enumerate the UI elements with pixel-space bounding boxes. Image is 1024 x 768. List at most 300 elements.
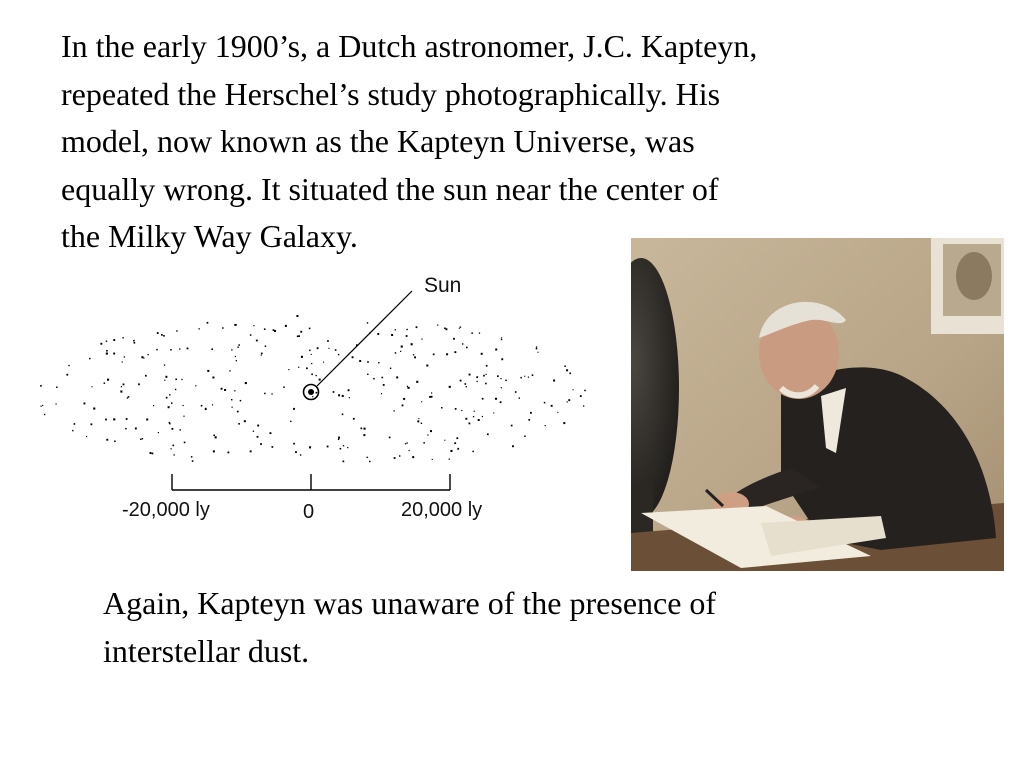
star-dot — [300, 454, 301, 455]
star-dot — [183, 416, 184, 417]
star-dot — [486, 374, 487, 375]
star-dot — [106, 439, 108, 441]
star-dot — [497, 375, 499, 377]
star-dot — [383, 384, 385, 386]
star-dot — [145, 375, 147, 377]
star-dot — [481, 353, 483, 355]
scale-label-center: 0 — [303, 501, 315, 523]
star-dot — [298, 335, 300, 337]
star-dot — [72, 430, 73, 431]
star-dot — [349, 397, 350, 398]
star-dot — [500, 378, 501, 379]
star-dot — [296, 315, 298, 317]
star-dot — [407, 386, 408, 387]
star-dot — [272, 446, 274, 448]
star-dot — [127, 397, 128, 398]
star-dot — [390, 368, 391, 369]
star-dot — [474, 411, 475, 412]
star-dot — [236, 360, 237, 361]
star-dot — [298, 367, 299, 368]
star-dot — [395, 352, 397, 354]
star-dot — [450, 450, 452, 452]
star-dot — [312, 396, 313, 397]
star-dot — [143, 358, 144, 359]
star-dot — [456, 437, 458, 439]
star-dot — [89, 358, 91, 360]
star-dot — [205, 408, 207, 410]
star-dot — [158, 432, 159, 433]
star-dot — [113, 339, 115, 341]
star-dot — [165, 376, 167, 378]
star-dot — [426, 365, 428, 367]
star-dot — [135, 428, 137, 430]
star-dot — [394, 457, 396, 459]
star-dot — [389, 437, 391, 439]
star-dot — [199, 328, 200, 329]
star-dot — [501, 339, 502, 340]
star-dot — [472, 451, 474, 453]
star-dot — [567, 401, 568, 402]
star-dot — [300, 331, 302, 333]
star-dot — [40, 385, 42, 387]
star-dot — [120, 391, 122, 393]
star-dot — [401, 346, 403, 348]
star-dot — [418, 418, 419, 419]
star-dot — [369, 461, 371, 463]
star-dot — [260, 443, 262, 445]
star-dot — [122, 361, 123, 362]
star-dot — [457, 448, 459, 450]
star-dot — [221, 388, 223, 390]
star-dot — [361, 428, 363, 430]
star-dot — [215, 436, 217, 438]
star-dot — [181, 379, 182, 380]
star-dot — [449, 459, 450, 460]
star-dot — [140, 439, 141, 440]
star-dot — [265, 346, 267, 348]
star-dot — [91, 386, 92, 387]
star-dot — [271, 393, 272, 394]
star-dot — [311, 354, 312, 355]
star-dot — [391, 334, 393, 336]
star-dot — [367, 374, 368, 375]
star-dot — [427, 435, 428, 436]
star-dot — [367, 457, 368, 458]
star-dot — [478, 419, 480, 421]
star-dot — [455, 408, 457, 410]
star-dot — [175, 389, 176, 390]
star-dot — [126, 418, 128, 420]
star-dot — [66, 374, 68, 376]
star-dot — [363, 434, 365, 436]
star-dot — [250, 450, 252, 452]
star-dot — [124, 356, 125, 357]
star-dot — [316, 392, 318, 394]
star-dot — [309, 350, 311, 352]
star-dot — [245, 382, 247, 384]
star-dot — [153, 405, 154, 406]
star-dot — [421, 339, 422, 340]
star-dot — [524, 436, 526, 438]
star-dot — [537, 352, 538, 353]
star-dot — [168, 406, 170, 408]
star-dot — [56, 403, 57, 404]
star-dot — [191, 456, 193, 458]
star-dot — [485, 383, 487, 385]
star-dot — [421, 423, 422, 424]
star-dot — [104, 382, 106, 384]
star-dot — [501, 387, 502, 388]
star-dot — [224, 389, 226, 391]
star-dot — [505, 380, 507, 382]
star-dot — [408, 387, 410, 389]
star-dot — [86, 436, 87, 437]
star-dot — [462, 343, 463, 344]
star-dot — [240, 400, 242, 402]
star-dot — [164, 365, 165, 366]
star-dot — [290, 421, 291, 422]
star-dot — [373, 378, 375, 380]
star-dot — [583, 405, 584, 406]
star-dot — [106, 350, 108, 352]
star-dot — [482, 416, 483, 417]
star-dot — [192, 460, 194, 462]
star-dot — [465, 383, 467, 385]
star-dot — [142, 438, 143, 439]
star-dot — [454, 351, 456, 353]
star-dot — [311, 374, 313, 376]
star-dot — [175, 379, 177, 381]
star-dot — [327, 340, 329, 342]
intro-paragraph: In the early 1900’s, a Dutch astronomer, J.C. Kapteyn, repeated the Herschel’s study photographically. His model, now known as the Kapteyn Universe, was equally wrong. It situated the sun near the center of the Milky Way Galaxy. — [61, 28, 758, 254]
star-dot — [460, 380, 462, 382]
star-dot — [288, 369, 289, 370]
star-dot — [495, 398, 497, 400]
star-dot — [238, 423, 240, 425]
star-dot — [133, 340, 135, 342]
star-dot — [338, 439, 339, 440]
star-dot — [394, 410, 395, 411]
star-dot — [257, 425, 259, 427]
star-dot — [122, 337, 123, 338]
star-dot — [212, 404, 213, 405]
scale-bar — [172, 474, 450, 490]
star-dot — [231, 349, 232, 350]
star-dot — [238, 344, 240, 346]
star-dot — [477, 381, 478, 382]
star-dot — [353, 418, 355, 420]
star-dot — [580, 395, 582, 397]
star-dot — [348, 389, 350, 391]
star-dot — [100, 343, 102, 345]
star-dot — [173, 445, 175, 447]
star-dot — [395, 329, 396, 330]
star-dot — [171, 448, 172, 449]
star-dot — [411, 343, 413, 345]
star-dot — [459, 328, 460, 329]
star-dot — [41, 406, 42, 407]
star-dot — [231, 399, 232, 400]
star-dot — [364, 428, 366, 430]
star-dot — [213, 435, 215, 437]
star-dot — [311, 363, 312, 364]
star-dot — [84, 403, 86, 405]
star-dot — [113, 353, 115, 355]
star-dot — [293, 443, 295, 445]
star-dot — [201, 405, 203, 407]
star-dot — [469, 423, 471, 425]
scale-label-right: 20,000 ly — [401, 499, 483, 521]
star-dot — [179, 348, 180, 349]
star-dot — [367, 361, 369, 363]
star-dot — [166, 397, 168, 399]
star-dot — [195, 385, 196, 386]
star-dot — [333, 391, 335, 393]
star-dot — [327, 446, 329, 448]
star-dot — [532, 374, 534, 376]
star-dot — [412, 456, 414, 458]
star-dot — [515, 391, 517, 393]
star-dot — [466, 386, 467, 387]
star-dot — [342, 395, 344, 397]
star-dot — [469, 374, 471, 376]
star-dot — [557, 412, 558, 413]
star-dot — [553, 380, 555, 382]
star-dot — [520, 377, 522, 379]
star-dot — [446, 353, 448, 355]
star-dot — [551, 405, 553, 407]
star-dot — [169, 394, 170, 395]
star-dot — [74, 423, 76, 425]
star-dot — [338, 354, 339, 355]
star-dot — [328, 348, 329, 349]
star-dot — [437, 325, 438, 326]
star-dot — [113, 418, 115, 420]
star-dot — [237, 347, 238, 348]
star-dot — [170, 349, 172, 351]
star-dot — [524, 376, 525, 377]
star-dot — [207, 370, 209, 372]
star-dot — [244, 420, 246, 422]
star-dot — [91, 423, 93, 425]
star-dot — [253, 325, 254, 326]
star-dot — [183, 405, 184, 406]
star-dot — [568, 399, 570, 401]
star-dot — [479, 333, 480, 334]
star-dot — [430, 430, 432, 432]
outro-paragraph: Again, Kapteyn was unaware of the presence of interstellar dust. — [103, 585, 717, 669]
star-dot — [465, 418, 467, 420]
star-dot — [306, 367, 308, 369]
kapteyn-universe-diagram — [30, 262, 600, 532]
star-dot — [476, 376, 478, 378]
sun-pointer-line — [317, 291, 412, 386]
star-dot — [261, 353, 263, 355]
star-dot — [441, 407, 443, 409]
star-dot — [501, 358, 503, 360]
star-dot — [414, 356, 416, 358]
star-dot — [487, 433, 489, 435]
star-dot — [146, 419, 148, 421]
star-dot — [250, 334, 252, 336]
star-dot — [432, 459, 433, 460]
star-dot — [44, 414, 45, 415]
star-dot — [338, 437, 340, 439]
star-dot — [416, 326, 418, 328]
star-dot — [359, 360, 361, 362]
star-dot — [163, 335, 165, 337]
star-dot — [343, 445, 344, 446]
star-dot — [460, 326, 461, 327]
star-dot — [317, 347, 319, 349]
star-dot — [416, 381, 418, 383]
star-dot — [335, 349, 337, 351]
star-dot — [407, 442, 408, 443]
star-dot — [157, 332, 159, 334]
star-dot — [461, 410, 462, 411]
star-dot — [417, 420, 419, 422]
star-dot — [174, 454, 175, 455]
star-dot — [466, 347, 468, 349]
star-dot — [301, 356, 303, 358]
star-dot — [396, 376, 398, 378]
star-dot — [232, 407, 233, 408]
star-dot — [544, 402, 546, 404]
star-dot — [403, 398, 405, 400]
star-dot — [402, 405, 404, 407]
star-dot — [161, 334, 163, 336]
star-dot — [399, 455, 400, 456]
star-dot — [377, 333, 379, 335]
star-dot — [367, 322, 368, 323]
star-dot — [176, 330, 177, 331]
star-dot — [156, 349, 158, 351]
star-dot — [486, 365, 488, 367]
star-dot — [264, 328, 266, 330]
kapteyn-portrait — [631, 238, 1004, 571]
star-dot — [431, 392, 432, 393]
star-dot — [536, 348, 538, 350]
star-dot — [211, 348, 213, 350]
star-dot — [423, 442, 425, 444]
star-dot — [573, 389, 574, 390]
star-dot — [123, 384, 125, 386]
star-dot — [512, 445, 514, 447]
star-dot — [293, 408, 295, 410]
star-dot — [283, 386, 285, 388]
star-dot — [500, 401, 502, 403]
star-dot — [125, 428, 127, 430]
star-dot — [528, 419, 530, 421]
star-dot — [378, 362, 379, 363]
star-dot — [482, 398, 484, 400]
star-dot — [169, 422, 171, 424]
star-dot — [563, 422, 565, 424]
star-dot — [264, 393, 266, 395]
star-dot — [519, 397, 520, 398]
star-dot — [342, 414, 344, 416]
star-dot — [501, 337, 502, 338]
star-dot — [228, 452, 230, 454]
star-dot — [234, 390, 235, 391]
star-dot — [413, 354, 414, 355]
star-dot — [212, 377, 214, 379]
star-dot — [584, 390, 586, 392]
star-dot — [566, 369, 568, 371]
star-dot — [421, 401, 422, 402]
star-dot — [207, 322, 209, 324]
star-dot — [338, 394, 340, 396]
star-dot — [107, 379, 109, 381]
star-dot — [536, 346, 537, 347]
star-dot — [148, 354, 149, 355]
star-dot — [297, 336, 299, 338]
star-dot — [493, 412, 494, 413]
star-dot — [382, 377, 384, 379]
star-field — [40, 315, 586, 462]
star-dot — [295, 451, 297, 453]
star-dot — [309, 446, 311, 448]
star-dot — [400, 351, 401, 352]
star-dot — [187, 348, 189, 350]
star-dot — [446, 328, 448, 330]
star-dot — [381, 393, 382, 394]
star-dot — [444, 440, 445, 441]
star-dot — [429, 396, 431, 398]
star-dot — [270, 432, 272, 434]
star-dot — [150, 452, 152, 454]
star-dot — [56, 387, 58, 389]
star-dot — [528, 377, 529, 378]
star-dot — [237, 411, 239, 413]
star-dot — [164, 380, 165, 381]
star-dot — [235, 356, 236, 357]
star-dot — [273, 329, 275, 331]
star-dot — [406, 329, 407, 330]
star-dot — [340, 448, 342, 450]
star-dot — [114, 441, 116, 443]
star-dot — [171, 402, 173, 404]
star-dot — [121, 386, 122, 387]
star-dot — [256, 340, 258, 342]
star-dot — [309, 328, 311, 330]
star-dot — [319, 379, 321, 381]
star-dot — [471, 332, 473, 334]
star-dot — [213, 450, 215, 452]
sun-label: Sun — [424, 274, 462, 297]
star-dot — [406, 335, 408, 337]
star-dot — [569, 373, 571, 375]
star-dot — [134, 342, 136, 344]
star-dot — [105, 419, 107, 421]
star-dot — [42, 405, 43, 406]
star-dot — [545, 425, 546, 426]
star-dot — [405, 443, 406, 444]
star-dot — [261, 355, 262, 356]
star-dot — [68, 365, 69, 366]
star-dot — [172, 428, 174, 430]
star-dot — [222, 327, 224, 329]
star-dot — [409, 450, 410, 451]
star-dot — [453, 338, 455, 340]
star-dot — [285, 325, 287, 327]
star-dot — [433, 354, 435, 356]
star-dot — [323, 362, 324, 363]
star-dot — [106, 353, 108, 355]
star-dot — [352, 356, 354, 358]
star-dot — [564, 366, 566, 368]
star-dot — [316, 375, 317, 376]
